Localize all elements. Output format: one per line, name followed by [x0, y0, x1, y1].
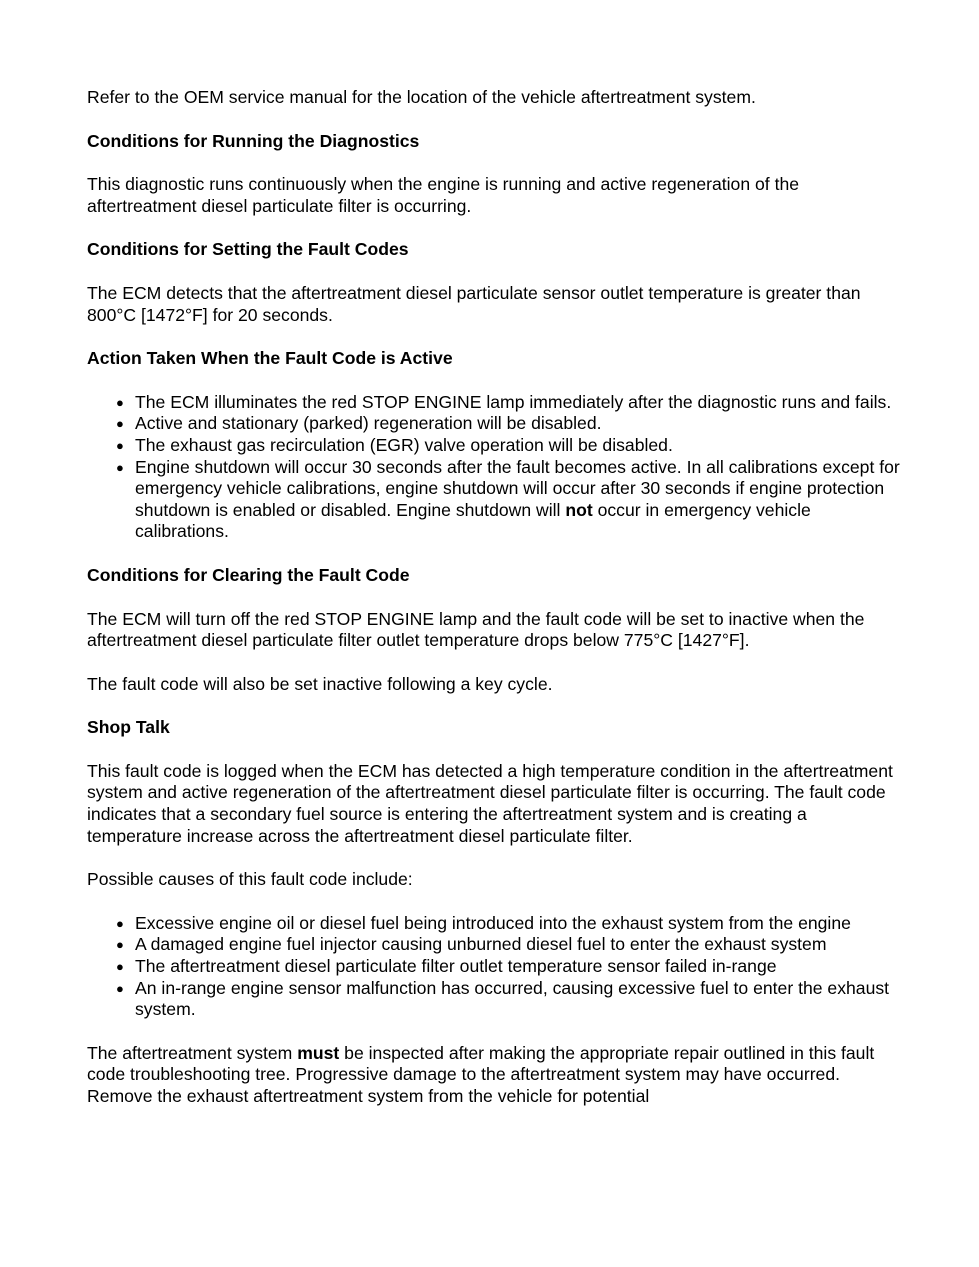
list-item — [116, 956, 902, 978]
list-item-text: Excessive engine oil or diesel fuel being introduced into the exhaust system from the engine — [135, 912, 851, 933]
list-item-text: Active and stationary (parked) regeneration will be disabled. — [135, 413, 602, 434]
list-item-text: The ECM illuminates the red STOP ENGINE lamp immediately after the diagnostic runs and fails. — [135, 391, 892, 412]
heading-clearing-fault-code: Conditions for Clearing the Fault Code — [87, 564, 410, 585]
bullet-icon: ● — [116, 937, 124, 953]
emphasis-must: must — [297, 1042, 340, 1063]
bullet-icon: ● — [116, 459, 124, 475]
setting-fault-codes-text: The ECM detects that the aftertreatment diesel particulate sensor outlet temperature is greater than 800°C [1472°F] for 20 seconds. — [87, 282, 861, 325]
shop-talk-text: This fault code is logged when the ECM has detected a high temperature condition in the aftertreatment system and active regeneration of the aftertreatment diesel particulate filter is occurring. The fault code indicates that a secondary fuel source is entering the aftertreatment system and is creating a temperature increase across the aftertreatment diesel particulate filter. — [87, 760, 893, 846]
list-item-text-part: occur in emergency vehicle calibrations. — [135, 499, 811, 542]
emphasis-not: not — [565, 499, 593, 520]
list-item — [116, 413, 902, 435]
list-item-text — [135, 457, 900, 542]
list-item — [116, 977, 902, 1021]
heading-running-diagnostics: Conditions for Running the Diagnostics — [87, 130, 420, 151]
action-taken-list — [87, 392, 902, 543]
clearing-fault-code-text: The ECM will turn off the red STOP ENGINE lamp and the fault code will be set to inactive when the aftertreatment diesel particulate filter outlet temperature drops below 775°C [1427°F]. — [87, 608, 865, 651]
list-item — [116, 912, 902, 935]
intro-paragraph: Refer to the OEM service manual for the location of the vehicle aftertreatment system. — [87, 87, 756, 107]
running-diagnostics-text: This diagnostic runs continuously when the engine is running and active regeneration of the aftertreatment diesel particulate filter is occurring. — [87, 174, 800, 216]
heading-shop-talk: Shop Talk — [87, 717, 170, 738]
possible-causes-list — [87, 913, 902, 1021]
possible-causes-intro: Possible causes of this fault code include: — [87, 869, 413, 890]
heading-action-taken: Action Taken When the Fault Code is Active — [87, 348, 453, 369]
list-item-text: The aftertreatment diesel particulate filter outlet temperature sensor failed in-range — [135, 956, 777, 977]
list-item — [116, 391, 902, 414]
heading-setting-fault-codes: Conditions for Setting the Fault Codes — [87, 239, 409, 260]
bullet-icon: ● — [116, 980, 124, 996]
list-item-text: The exhaust gas recirculation (EGR) valve operation will be disabled. — [135, 434, 673, 455]
document-page — [87, 87, 902, 1130]
paragraph-text-part: The aftertreatment system — [87, 1042, 298, 1063]
clearing-key-cycle-text: The fault code will also be set inactive following a key cycle. — [87, 673, 553, 694]
bullet-icon: ● — [116, 915, 124, 931]
bullet-icon: ● — [116, 959, 124, 975]
list-item — [116, 434, 902, 457]
bullet-icon: ● — [116, 437, 124, 453]
list-item-text: A damaged engine fuel injector causing unburned diesel fuel to enter the exhaust system — [135, 934, 827, 955]
list-item — [116, 456, 902, 543]
bullet-icon: ● — [116, 394, 124, 410]
list-item-text-part: Engine shutdown will occur 30 seconds after the fault becomes active. In all calibrations except for emergency vehicle calibrations, engine shutdown will occur after 30 seconds if engine protection shutdown is enabled or disabled. Engine shutdown will — [135, 456, 900, 520]
paragraph-text-part: be inspected after making the appropriate repair outlined in this fault code troubleshooting tree. Progressive damage to the aftertreatment system may have occurred. Remove the exhaust aftertreatment system from the vehicle for potential — [87, 1042, 875, 1106]
list-item-text: An in-range engine sensor malfunction has occurred, causing excessive fuel to enter the exhaust system. — [135, 977, 890, 1020]
list-item — [116, 934, 902, 956]
bullet-icon: ● — [116, 416, 124, 432]
inspection-paragraph — [87, 1043, 902, 1108]
